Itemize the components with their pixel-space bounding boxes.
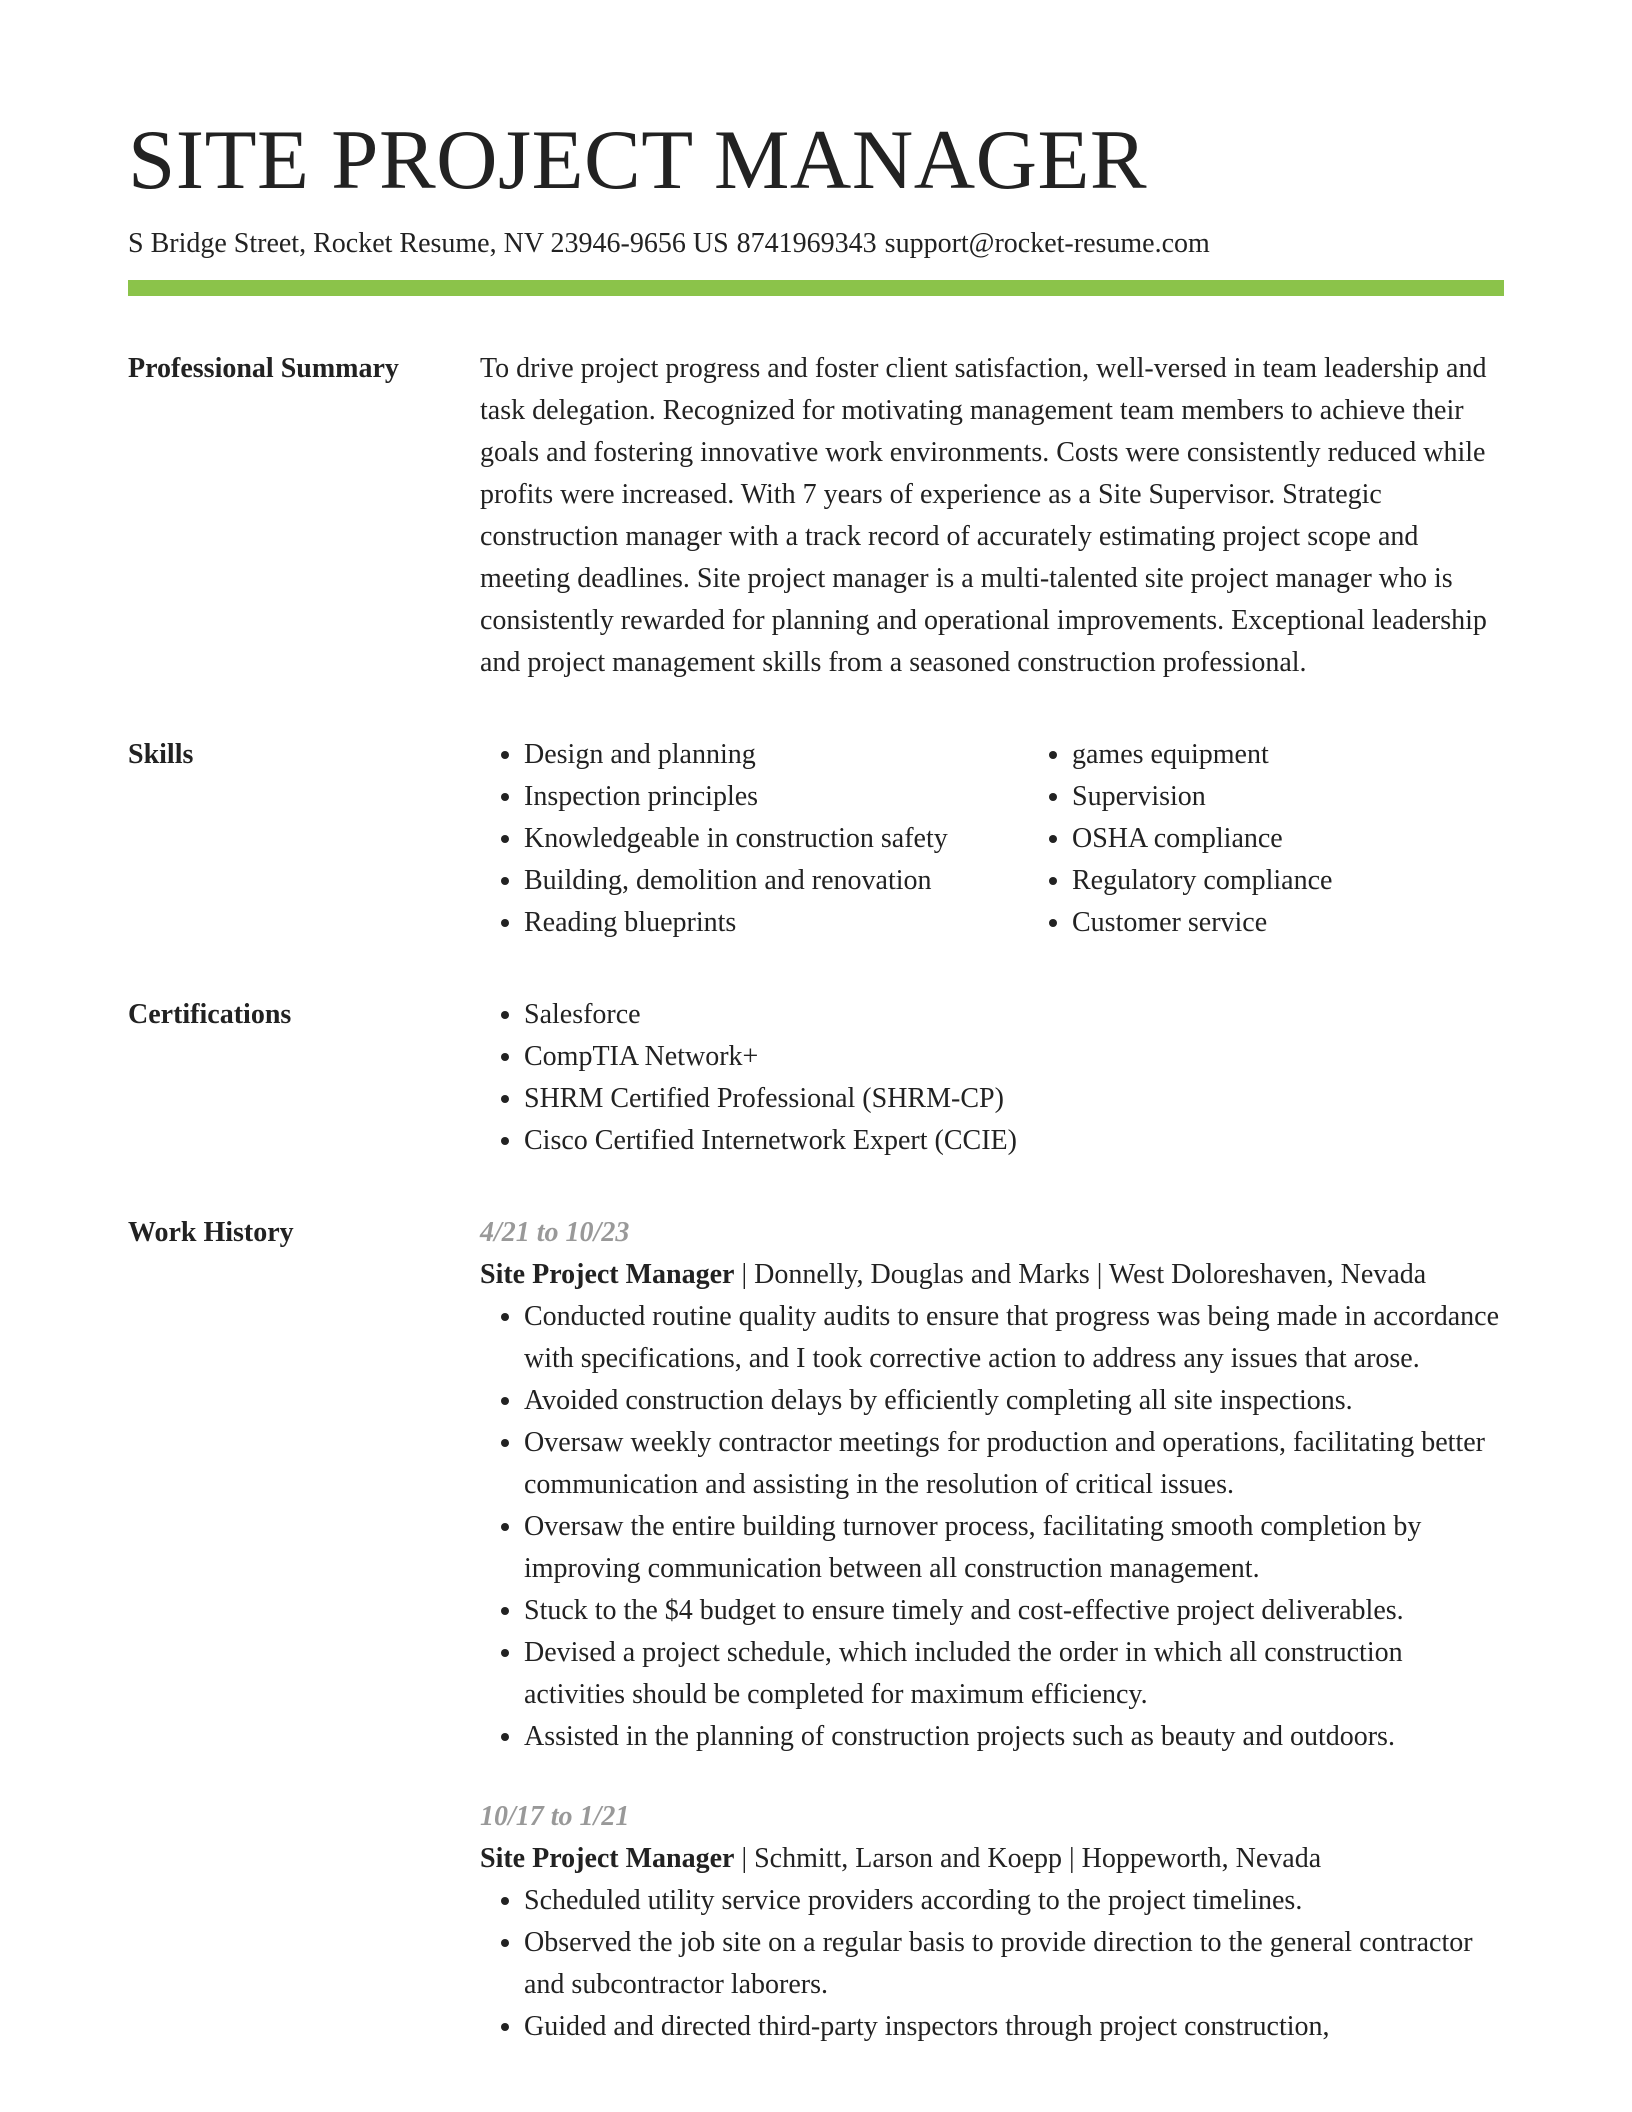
job-bullet: • Conducted routine quality audits to ensure that progress was being made in accordance with specifications, and I took corrective action to address any issues that arose. (524, 1296, 1504, 1380)
certification-item: • Cisco Certified Internetwork Expert (CCIE) (524, 1120, 1504, 1162)
job-bullet: • Avoided construction delays by efficiently completing all site inspections. (524, 1380, 1504, 1422)
skill-item: • OSHA compliance (1072, 818, 1332, 860)
contact-email: support@rocket-resume.com (884, 228, 1210, 259)
skill-item: • Customer service (1072, 902, 1332, 944)
job-dates: 4/21 to 10/23 (480, 1217, 630, 1248)
certification-item: • CompTIA Network+ (524, 1036, 1504, 1078)
job-title-line (480, 1838, 1504, 1880)
job-bullet: • Scheduled utility service providers according to the project timelines. (524, 1880, 1504, 1922)
job-employer-location: | Schmitt, Larson and Koepp | Hoppeworth, Nevada (734, 1843, 1322, 1874)
certification-item: • SHRM Certified Professional (SHRM-CP) (524, 1078, 1504, 1120)
skill-item: • Inspection principles (524, 776, 1028, 818)
summary-section (128, 348, 1504, 684)
job-entry (480, 1796, 1504, 2048)
header-divider (128, 280, 1504, 296)
certifications-list (480, 994, 1504, 1162)
skills-section (128, 734, 1504, 944)
skills-column-2 (1028, 734, 1332, 944)
job-bullet: • Stuck to the $4 budget to ensure timely and cost-effective project deliverables. (524, 1590, 1504, 1632)
skill-item: • Regulatory compliance (1072, 860, 1332, 902)
work-history-section (128, 1212, 1504, 2048)
resume-name: SITE PROJECT MANAGER (128, 113, 1148, 207)
job-bullets (480, 1880, 1504, 2048)
skill-item: • Reading blueprints (524, 902, 1028, 944)
job-dates: 10/17 to 1/21 (480, 1801, 630, 1832)
certification-item: • Salesforce (524, 994, 1504, 1036)
job-bullet: • Devised a project schedule, which included the order in which all construction activities should be completed for maximum efficiency. (524, 1632, 1504, 1716)
contact-address: S Bridge Street, Rocket Resume, NV 23946-9656 US (128, 228, 729, 259)
job-bullet: • Oversaw weekly contractor meetings for production and operations, facilitating better communication and assisting in the resolution of critical issues. (524, 1422, 1504, 1506)
skills-column-1 (480, 734, 1028, 944)
job-title: Site Project Manager (480, 1259, 735, 1290)
job-employer-location: | Donnelly, Douglas and Marks | West Doloreshaven, Nevada (734, 1259, 1427, 1290)
job-bullet: • Assisted in the planning of construction projects such as beauty and outdoors. (524, 1716, 1504, 1758)
certifications-section (128, 994, 1504, 1162)
section-label-certifications: Certifications (128, 999, 292, 1030)
job-bullet: • Guided and directed third-party inspectors through project construction, (524, 2006, 1504, 2048)
job-title-line (480, 1254, 1504, 1296)
job-title: Site Project Manager (480, 1843, 735, 1874)
contact-line (128, 228, 1504, 260)
summary-text: To drive project progress and foster client satisfaction, well-versed in team leadership and task delegation. Recognized for motivating management team members to achieve their goals and fostering innovative work environments. Costs were consistently reduced while profits were increased. With 7 years of experience as a Site Supervisor. Strategic construction manager with a track record of accurately estimating project scope and meeting deadlines. Site project manager is a multi-talented site project manager who is consistently rewarded for planning and operational improvements. Exceptional leadership and project management skills from a seasoned construction professional. (480, 353, 1487, 678)
skill-item: • Supervision (1072, 776, 1332, 818)
skill-item: • Design and planning (524, 734, 1028, 776)
section-label-summary: Professional Summary (128, 353, 399, 384)
job-bullets (480, 1296, 1504, 1758)
section-label-skills: Skills (128, 739, 194, 770)
contact-phone: 8741969343 (736, 228, 877, 259)
job-bullet: • Oversaw the entire building turnover process, facilitating smooth completion by improving communication between all construction management. (524, 1506, 1504, 1590)
skill-item: • Building, demolition and renovation (524, 860, 1028, 902)
skill-item: • Knowledgeable in construction safety (524, 818, 1028, 860)
job-bullet: • Observed the job site on a regular basis to provide direction to the general contractor and subcontractor laborers. (524, 1922, 1504, 2006)
skill-item: • games equipment (1072, 734, 1332, 776)
section-label-work-history: Work History (128, 1217, 294, 1248)
job-entry (480, 1212, 1504, 1758)
